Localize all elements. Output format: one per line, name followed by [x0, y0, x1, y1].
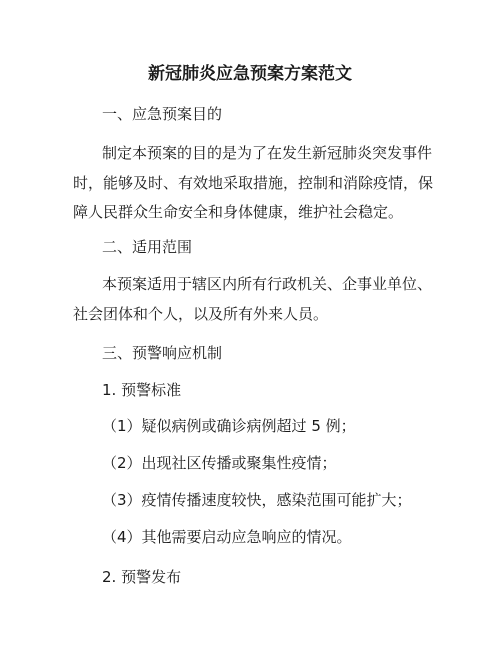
document-title: 新冠肺炎应急预案方案范文 — [148, 64, 352, 84]
paragraph-line: 社会团体和个人，以及所有外来人员。 — [73, 305, 329, 323]
paragraph-line: 障人民群众生命安全和身体健康，维护社会稳定。 — [73, 203, 404, 221]
paragraph-line: 本预案适用于辖区内所有行政机关、企事业单位、 — [102, 275, 433, 293]
list-item: （1）疑似病例或确诊病例超过 5 例； — [102, 417, 356, 435]
paragraph-line: 制定本预案的目的是为了在发生新冠肺炎突发事件 — [102, 144, 433, 162]
list-item: （2）出现社区传播或聚集性疫情； — [102, 454, 337, 472]
list-item: （3）疫情传播速度较快，感染范围可能扩大； — [102, 491, 412, 509]
section-heading-warning: 三、预警响应机制 — [102, 344, 223, 362]
subsection-heading-release: 2. 预警发布 — [102, 568, 182, 586]
paragraph-line: 时，能够及时、有效地采取措施，控制和消除疫情，保 — [73, 174, 434, 192]
list-item: （4）其他需要启动应急响应的情况。 — [102, 528, 352, 546]
subsection-heading-criteria: 1. 预警标准 — [102, 381, 182, 399]
section-heading-scope: 二、适用范围 — [102, 238, 193, 256]
section-heading-purpose: 一、应急预案目的 — [102, 105, 223, 123]
